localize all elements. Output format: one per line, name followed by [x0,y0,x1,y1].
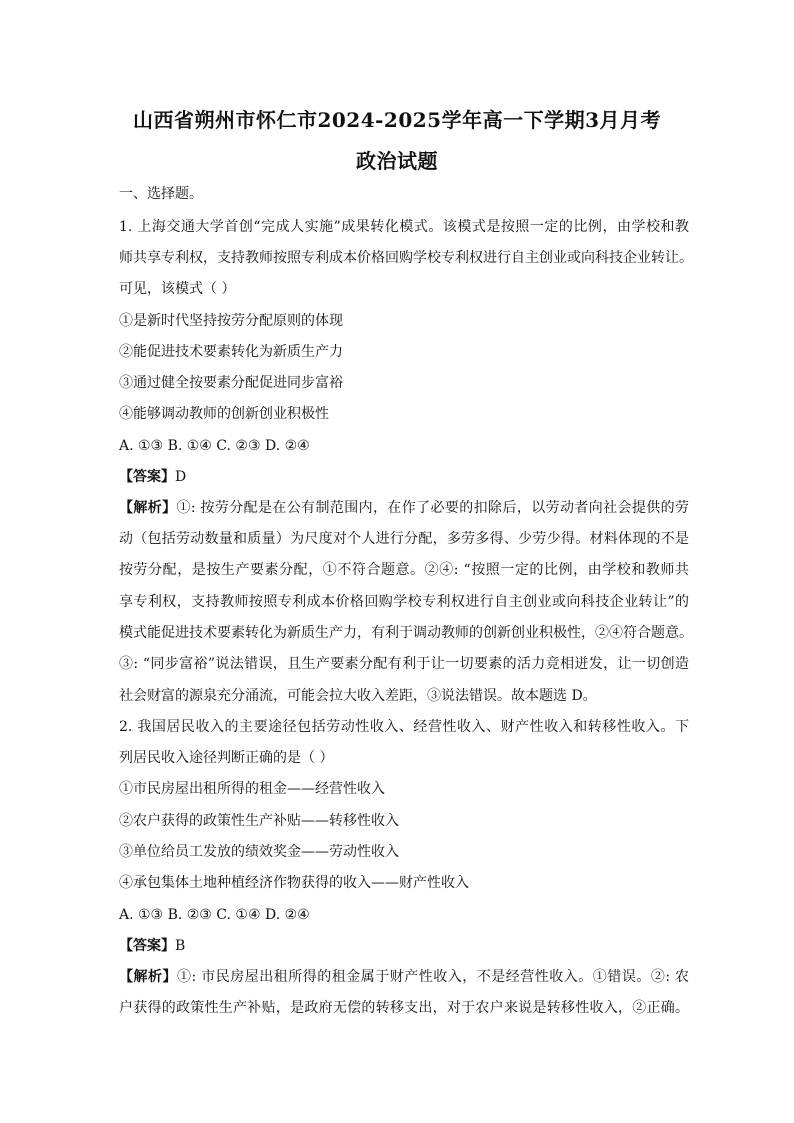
q1-option: ②能促进技术要素转化为新质生产力 [119,344,343,360]
q1-stem-line: 1. 上海交通大学首创“完成人实施”成果转化模式。该模式是按照一定的比例，由学校和教 [119,219,689,235]
answer-label: 【答案】 [119,938,175,954]
q2-analysis-line: 户获得的政策性生产补贴，是政府无偿的转移支出，对于农户来说是转移性收入，②正确。 [119,1000,689,1016]
q2-stem-line: 2. 我国居民收入的主要途径包括劳动性收入、经营性收入、财产性收入和转移性收入。下 [119,719,689,735]
q2-option: ③单位给员工发放的绩效奖金——劳动性收入 [119,844,399,860]
q1-analysis-line: 社会财富的源泉充分涌流，可能会拉大收入差距，③说法错误。故本题选 D。 [119,688,597,704]
q1-option: ①是新时代坚持按劳分配原则的体现 [119,313,343,329]
answer-label: 【答案】 [119,469,175,485]
q1-analysis-line: 按劳分配，是按生产要素分配，①不符合题意。②④: “按照一定的比例，由学校和教师共 [119,562,689,578]
q1-analysis-line [119,498,689,518]
answer-value: D [175,469,187,485]
analysis-label: 【解析】 [119,969,178,985]
q1-choices: A. ①③ B. ①④ C. ②③ D. ②④ [119,438,310,454]
answer-value: B [175,938,186,954]
q2-choices: A. ①③ B. ②③ C. ①④ D. ②④ [119,907,310,923]
q1-analysis-line: ③: “同步富裕”说法错误，且生产要素分配有利于让一切要素的活力竞相迸发，让一切创造 [119,656,689,672]
q2-answer [119,936,689,956]
q2-option: ④承包集体土地种植经济作物获得的收入——财产性收入 [119,875,469,891]
q2-stem-line: 列居民收入途径判断正确的是（ ） [119,750,334,766]
q1-stem-line: 师共享专利权，支持教师按照专利成本价格回购学校专利权进行自主创业或向科技企业转让。 [119,250,693,266]
q1-analysis-line: 动（包括劳动数量和质量）为尺度对个人进行分配，多劳多得、少劳少得。材料体现的不是 [119,531,689,547]
q2-option: ①市民房屋出租所得的租金——经营性收入 [119,781,385,797]
q1-analysis-line: 模式能促进技术要素转化为新质生产力，有利于调动教师的创新创业积极性，②④符合题意。 [119,625,693,641]
analysis-text: ①: 按劳分配是在公有制范围内，在作了必要的扣除后，以劳动者向社会提供的劳 [176,500,690,516]
analysis-label: 【解析】 [119,500,177,516]
q2-option: ②农户获得的政策性生产补贴——转移性收入 [119,813,399,829]
q1-option: ④能够调动教师的创新创业积极性 [119,406,329,422]
q1-stem-line: 可见，该模式（ ） [119,281,236,297]
section-label: 一、选择题。 [119,186,203,202]
document-subtitle: 政治试题 [356,149,438,173]
q1-answer [119,467,689,487]
q1-analysis-line: 享专利权，支持教师按照专利成本价格回购学校专利权进行自主创业或向科技企业转让”的 [119,594,689,610]
q2-analysis-line [119,967,689,987]
analysis-text: ①: 市民房屋出租所得的租金属于财产性收入，不是经营性收入。①错误。②: 农 [177,969,690,985]
q1-option: ③通过健全按要素分配促进同步富裕 [119,375,343,391]
document-title: 山西省朔州市怀仁市2024-2025学年高一下学期3月月考 [132,108,662,132]
